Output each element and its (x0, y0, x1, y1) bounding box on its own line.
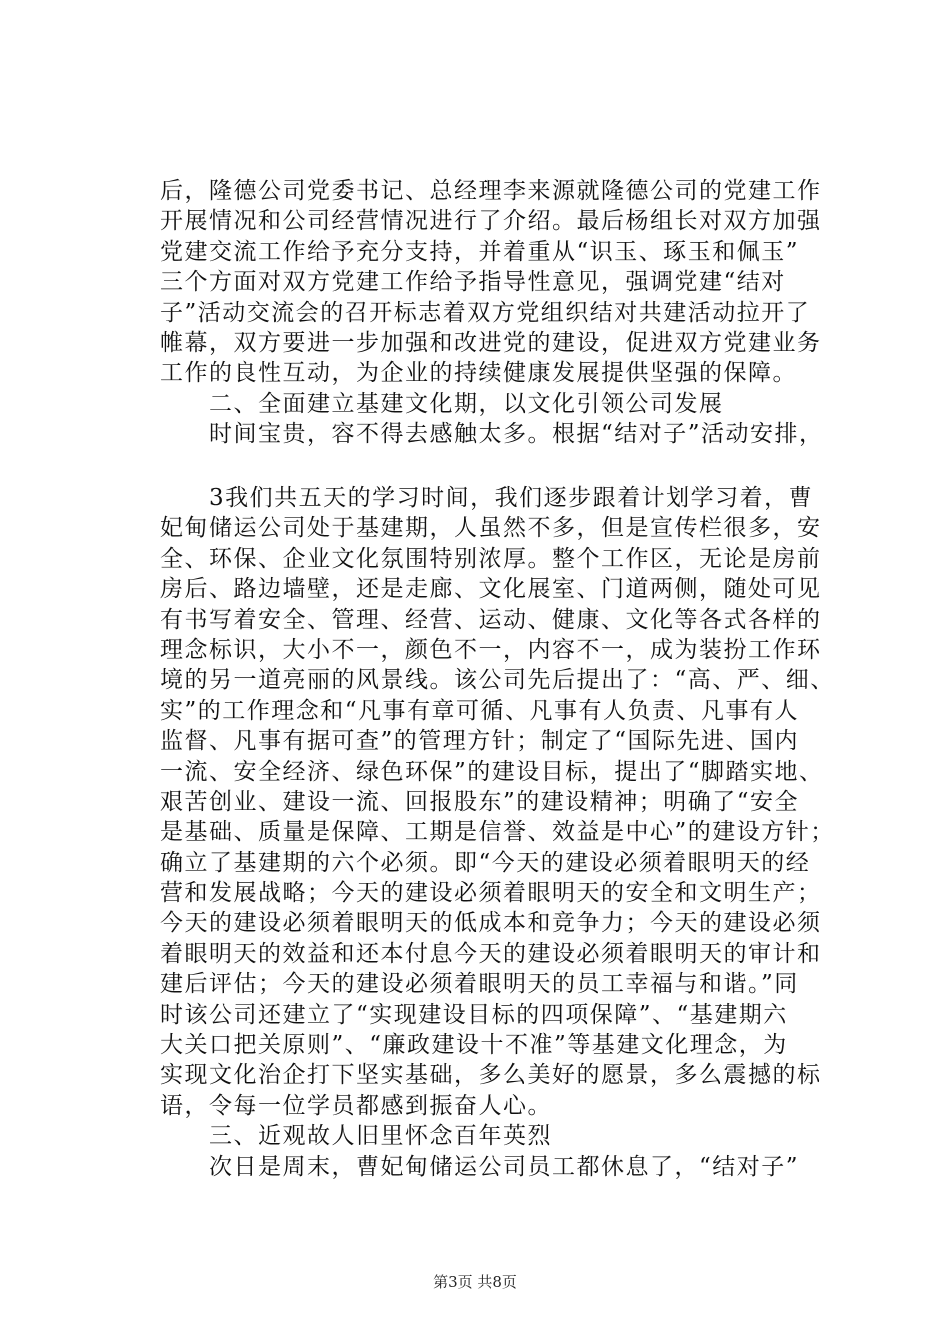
section-heading: 三、近观故人旧里怀念百年英烈 (160, 1123, 552, 1150)
text-line: 3我们共五天的学习时间，我们逐步跟着计划学习着，曹 (160, 485, 814, 511)
text-line: 工作的良性互动，为企业的持续健康发展提供坚强的保障。 (160, 360, 797, 387)
text-line: 语，令每一位学员都感到振奋人心。 (160, 1092, 552, 1119)
text-line: 着眼明天的效益和还本付息今天的建设必须着眼明天的审计和 (160, 940, 822, 967)
text-line: 营和发展战略；今天的建设必须着眼明天的安全和文明生产； (160, 880, 822, 907)
text-line: 建后评估；今天的建设必须着眼明天的员工幸福与和谐。”同 (160, 971, 799, 998)
text-line: 三个方面对双方党建工作给予指导性意见，强调党建“结对 (160, 269, 786, 296)
text-line: 理念标识，大小不一，颜色不一，内容不一，成为装扮工作环 (160, 636, 822, 663)
text-line: 时该公司还建立了“实现建设目标的四项保障”、“基建期六 (160, 1001, 788, 1028)
page-number-footer: 第3页 共8页 (433, 1273, 517, 1291)
text-line: 监督、凡事有据可查”的管理方针；制定了“国际先进、国内 (160, 728, 800, 755)
section-heading: 二、全面建立基建文化期，以文化引领公司发展 (160, 390, 724, 417)
text-line: 一流、安全经济、绿色环保”的建设目标，提出了“脚踏实地、 (160, 758, 824, 785)
text-line: 子”活动交流会的召开标志着双方党组织结对共建活动拉开了 (160, 299, 811, 326)
text-line: 后，隆德公司党委书记、总经理李来源就隆德公司的党建工作 (160, 178, 822, 204)
text-line: 全、环保、企业文化氛围特别浓厚。整个工作区，无论是房前 (160, 545, 822, 572)
text-block-upper (160, 176, 860, 450)
text-line: 次日是周末，曹妃甸储运公司员工都休息了，“结对子” (160, 1153, 800, 1180)
text-line: 确立了基建期的六个必须。即“今天的建设必须着眼明天的经 (160, 849, 811, 876)
text-line: 房后、路边墙壁，还是走廊、文化展室、门道两侧，随处可见 (160, 576, 822, 603)
text-line: 时间宝贵，容不得去感触太多。根据“结对子”活动安排， (160, 421, 824, 448)
text-block-lower (160, 483, 860, 1182)
text-line: 大关口把关原则”、“廉政建设十不准”等基建文化理念，为 (160, 1032, 788, 1059)
text-line: 艰苦创业、建设一流、回报股东”的建设精神；明确了“安全 (160, 788, 800, 815)
text-line: 今天的建设必须着眼明天的低成本和竞争力；今天的建设必须 (160, 910, 822, 937)
text-line: 有书写着安全、管理、经营、运动、健康、文化等各式各样的 (160, 606, 822, 633)
text-line: 实”的工作理念和“凡事有章可循、凡事有人负责、凡事有人 (160, 697, 800, 724)
text-line: 帷幕，双方要进一步加强和改进党的建设，促进双方党建业务 (160, 329, 822, 356)
text-line: 是基础、质量是保障、工期是信誉、效益是中心”的建设方针； (160, 819, 835, 846)
text-line: 实现文化治企打下坚实基础，多么美好的愿景，多么震撼的标 (160, 1062, 822, 1089)
text-line: 境的另一道亮丽的风景线。该公司先后提出了：“高、严、细、 (160, 667, 835, 694)
text-line: 开展情况和公司经营情况进行了介绍。最后杨组长对双方加强 (160, 208, 822, 235)
text-line: 党建交流工作给予充分支持，并着重从“识玉、琢玉和佩玉” (160, 238, 800, 265)
text-line: 妃甸储运公司处于基建期，人虽然不多，但是宣传栏很多，安 (160, 515, 822, 542)
